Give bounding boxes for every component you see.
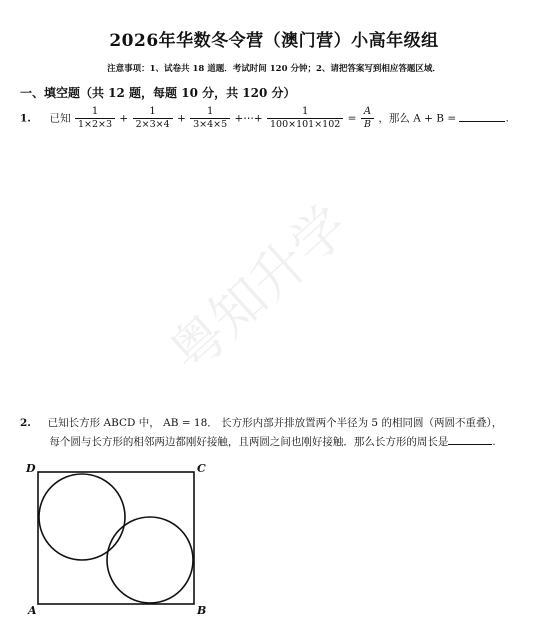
question-line-2: 每个圆与长方形的相邻两边都刚好接触，且两圆之间也刚好接触．那么长方形的周长是: [49, 436, 449, 448]
question-suffix: ，那么 A + B =: [378, 112, 457, 125]
question-prefix: 已知: [49, 112, 71, 125]
answer-blank[interactable]: [448, 434, 492, 445]
page-title: 2026年华数冬令营（澳门营）小高年级组: [109, 31, 439, 51]
fraction-rhs: $\frac{A}{B}$: [361, 106, 374, 131]
fraction-4: $\frac{1}{100\times 101\times 102}$: [267, 106, 343, 131]
question-2: [20, 414, 540, 452]
watermark: 粤知升学: [157, 193, 361, 385]
exam-notice: 注意事项：1、试卷共 18 道题．考试时间 120 分钟；2、请把答案写到相应答题区域．: [107, 64, 441, 74]
vertex-label-b: B: [197, 604, 207, 617]
question-end: .: [492, 436, 496, 448]
rectangle-figure: [26, 462, 206, 612]
fraction-1: $\frac{1}{1\times 2\times 3}$: [75, 106, 115, 131]
question-number: 2.: [20, 417, 31, 429]
fraction-3: $\frac{1}{3\times 4\times 5}$: [190, 106, 230, 131]
circle-bottom-right: [107, 517, 193, 603]
vertex-label-c: C: [197, 462, 206, 475]
question-1: [20, 106, 509, 131]
circle-top-left: [39, 474, 125, 560]
question-number: 1.: [20, 112, 31, 125]
plus-sign: +: [119, 112, 129, 125]
equals-sign: =: [347, 112, 357, 125]
plus-sign: +: [176, 112, 186, 125]
ellipsis: +⋯+: [234, 112, 263, 125]
vertex-label-d: D: [26, 462, 36, 475]
section-heading: 一、填空题（共 12 题，每题 10 分，共 120 分）: [20, 86, 296, 100]
question-end: .: [505, 112, 509, 125]
fraction-2: $\frac{1}{2\times 3\times 4}$: [133, 106, 173, 131]
question-line-1: 已知长方形 ABCD 中， AB = 18． 长方形内部并排放置两个半径为 5 的相同圆（两圆不重叠），: [47, 417, 503, 429]
vertex-label-a: A: [28, 604, 37, 617]
answer-blank[interactable]: [459, 111, 505, 122]
